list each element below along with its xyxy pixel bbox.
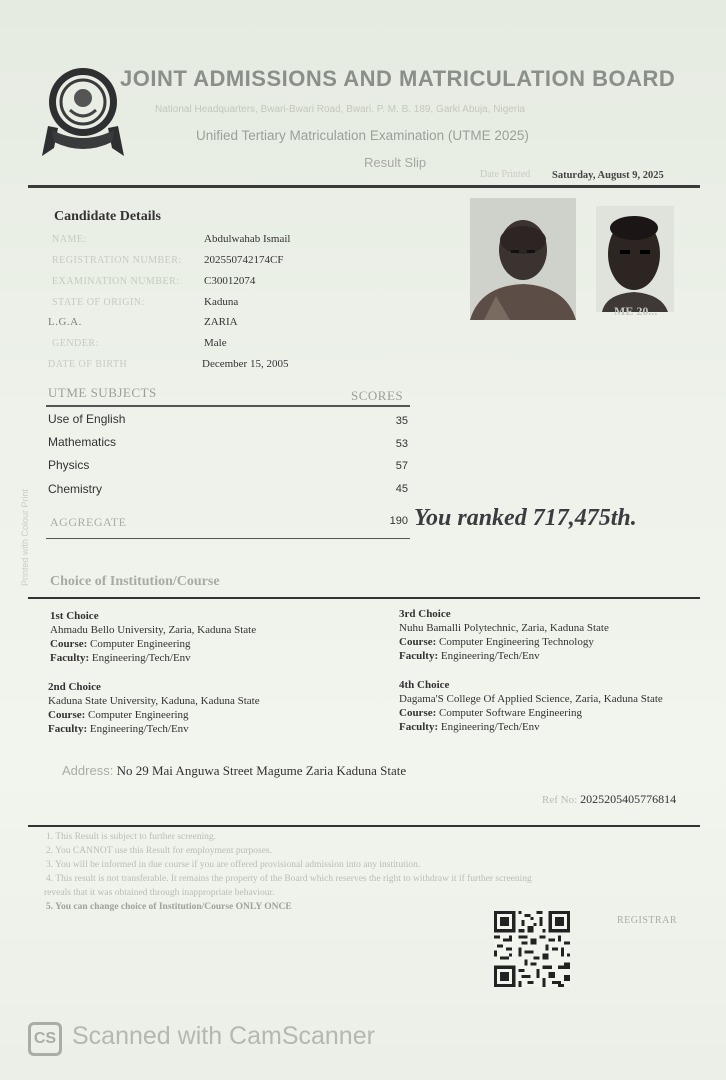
subjects-heading: UTME SUBJECTS bbox=[48, 385, 157, 400]
lga-label: L.G.A. bbox=[48, 316, 82, 328]
first-choice-institution: Ahmadu Bello University, Zaria, Kaduna State bbox=[50, 624, 257, 636]
fourth-choice-faculty: Engineering/Tech/Env bbox=[440, 721, 540, 733]
score-english: 35 bbox=[395, 415, 408, 427]
score-mathematics: 53 bbox=[395, 438, 408, 450]
header-divider bbox=[28, 185, 700, 188]
fourth-choice-faculty-label: Faculty: bbox=[399, 721, 439, 733]
first-choice-faculty: Engineering/Tech/Env bbox=[91, 652, 191, 664]
name-label: NAME: bbox=[52, 234, 87, 245]
date-of-birth-value: December 15, 2005 bbox=[202, 358, 289, 370]
examination-number-label: EXAMINATION NUMBER: bbox=[52, 276, 180, 287]
exam-photo-caption: ME 20... bbox=[614, 304, 658, 318]
second-choice-course-label: Course: bbox=[48, 709, 86, 721]
subjects-divider bbox=[46, 405, 410, 407]
scores-heading: SCORES bbox=[351, 388, 404, 403]
name-value: Abdulwahab Ismail bbox=[204, 233, 291, 245]
camscanner-logo-icon: CS bbox=[28, 1022, 62, 1056]
first-choice-course: Computer Engineering bbox=[90, 638, 191, 650]
rank-text: You ranked 717,475th. bbox=[414, 505, 637, 531]
camscanner-watermark: Scanned with CamScanner bbox=[72, 1022, 375, 1050]
candidate-photo-exam-day bbox=[596, 206, 674, 312]
qr-code-icon bbox=[494, 910, 570, 988]
gender-label: GENDER: bbox=[52, 338, 99, 349]
fourth-choice-block bbox=[399, 678, 663, 734]
third-choice-faculty-label: Faculty: bbox=[399, 650, 439, 662]
candidate-address bbox=[62, 763, 406, 779]
lga-value: ZARIA bbox=[204, 316, 238, 328]
score-chemistry: 45 bbox=[395, 483, 408, 495]
fourth-choice-course-label: Course: bbox=[399, 707, 437, 719]
subject-row-physics: Physics bbox=[48, 458, 90, 472]
first-choice-faculty-label: Faculty: bbox=[50, 652, 90, 664]
third-choice-course: Computer Engineering Technology bbox=[439, 636, 594, 648]
reference-number bbox=[542, 792, 676, 807]
aggregate-label: AGGREGATE bbox=[50, 515, 127, 529]
state-of-origin-value: Kaduna bbox=[204, 296, 239, 308]
reference-label: Ref No: bbox=[542, 794, 578, 806]
note-item: 5. You can change choice of Institution/Course ONLY ONCE bbox=[46, 902, 292, 912]
reference-value: 2025205405776814 bbox=[580, 792, 677, 806]
third-choice-institution: Nuhu Bamalli Polytechnic, Zaria, Kaduna State bbox=[399, 622, 609, 634]
note-item: 4. This result is not transferable. It remains the property of the Board which reserves the right to withdraw it if further screening bbox=[46, 874, 532, 884]
examination-number-value: C30012074 bbox=[204, 275, 256, 287]
note-item: 1. This Result is subject to further screening. bbox=[46, 832, 217, 842]
address-value: No 29 Mai Anguwa Street Magume Zaria Kaduna State bbox=[116, 763, 407, 778]
second-choice-block bbox=[48, 680, 260, 736]
side-print-text: Printed with Colour Print bbox=[20, 488, 30, 586]
second-choice-title: 2nd Choice bbox=[48, 681, 101, 693]
notes-divider bbox=[28, 825, 700, 827]
candidate-details-heading: Candidate Details bbox=[54, 209, 161, 224]
choice-divider bbox=[28, 597, 700, 599]
board-address: National Headquarters, Bwari-Bwari Road, Bwari. P. M. B. 189, Garki Abuja, Nigeria bbox=[155, 104, 525, 115]
subject-row-mathematics: Mathematics bbox=[48, 435, 117, 449]
registrar-signature-label: REGISTRAR bbox=[617, 915, 678, 926]
fourth-choice-course: Computer Software Engineering bbox=[439, 707, 582, 719]
third-choice-faculty: Engineering/Tech/Env bbox=[440, 650, 540, 662]
second-choice-institution: Kaduna State University, Kaduna, Kaduna State bbox=[48, 695, 260, 707]
fourth-choice-institution: Dagama'S College Of Applied Science, Zaria, Kaduna State bbox=[399, 693, 663, 705]
second-choice-faculty-label: Faculty: bbox=[48, 723, 88, 735]
printed-date-label: Date Printed bbox=[480, 169, 531, 180]
second-choice-course: Computer Engineering bbox=[88, 709, 189, 721]
first-choice-title: 1st Choice bbox=[50, 610, 99, 622]
aggregate-value: 190 bbox=[389, 515, 408, 527]
slip-title: Result Slip bbox=[364, 155, 427, 170]
aggregate-divider bbox=[46, 538, 410, 539]
registration-number-value: 202550742174CF bbox=[204, 254, 284, 266]
second-choice-faculty: Engineering/Tech/Env bbox=[89, 723, 189, 735]
state-of-origin-label: STATE OF ORIGIN: bbox=[52, 297, 145, 308]
subject-row-english: Use of English bbox=[48, 412, 126, 426]
jamb-logo-icon bbox=[40, 64, 126, 162]
first-choice-course-label: Course: bbox=[50, 638, 88, 650]
gender-value: Male bbox=[204, 337, 227, 349]
third-choice-title: 3rd Choice bbox=[399, 608, 451, 620]
third-choice-block bbox=[399, 607, 609, 663]
exam-title: Unified Tertiary Matriculation Examination (UTME 2025) bbox=[196, 128, 529, 143]
notes-list bbox=[46, 830, 532, 914]
date-of-birth-label: DATE OF BIRTH bbox=[48, 359, 128, 370]
note-item: 3. You will be informed in due course if you are offered provisional admission into any institution. bbox=[46, 860, 421, 870]
subject-row-chemistry: Chemistry bbox=[48, 482, 103, 496]
board-title: JOINT ADMISSIONS AND MATRICULATION BOARD bbox=[120, 66, 676, 91]
first-choice-block bbox=[50, 609, 256, 665]
score-physics: 57 bbox=[395, 460, 408, 472]
choice-heading: Choice of Institution/Course bbox=[50, 574, 220, 589]
address-label: Address: bbox=[62, 763, 114, 778]
note-item: 2. You CANNOT use this Result for employment purposes. bbox=[46, 846, 272, 856]
fourth-choice-title: 4th Choice bbox=[399, 679, 450, 691]
note-item: reveals that it was obtained through inappropriate behaviour. bbox=[44, 888, 275, 898]
registration-number-label: REGISTRATION NUMBER: bbox=[52, 255, 182, 266]
printed-date: Saturday, August 9, 2025 bbox=[552, 170, 664, 181]
third-choice-course-label: Course: bbox=[399, 636, 437, 648]
candidate-photo-registration bbox=[470, 198, 576, 320]
